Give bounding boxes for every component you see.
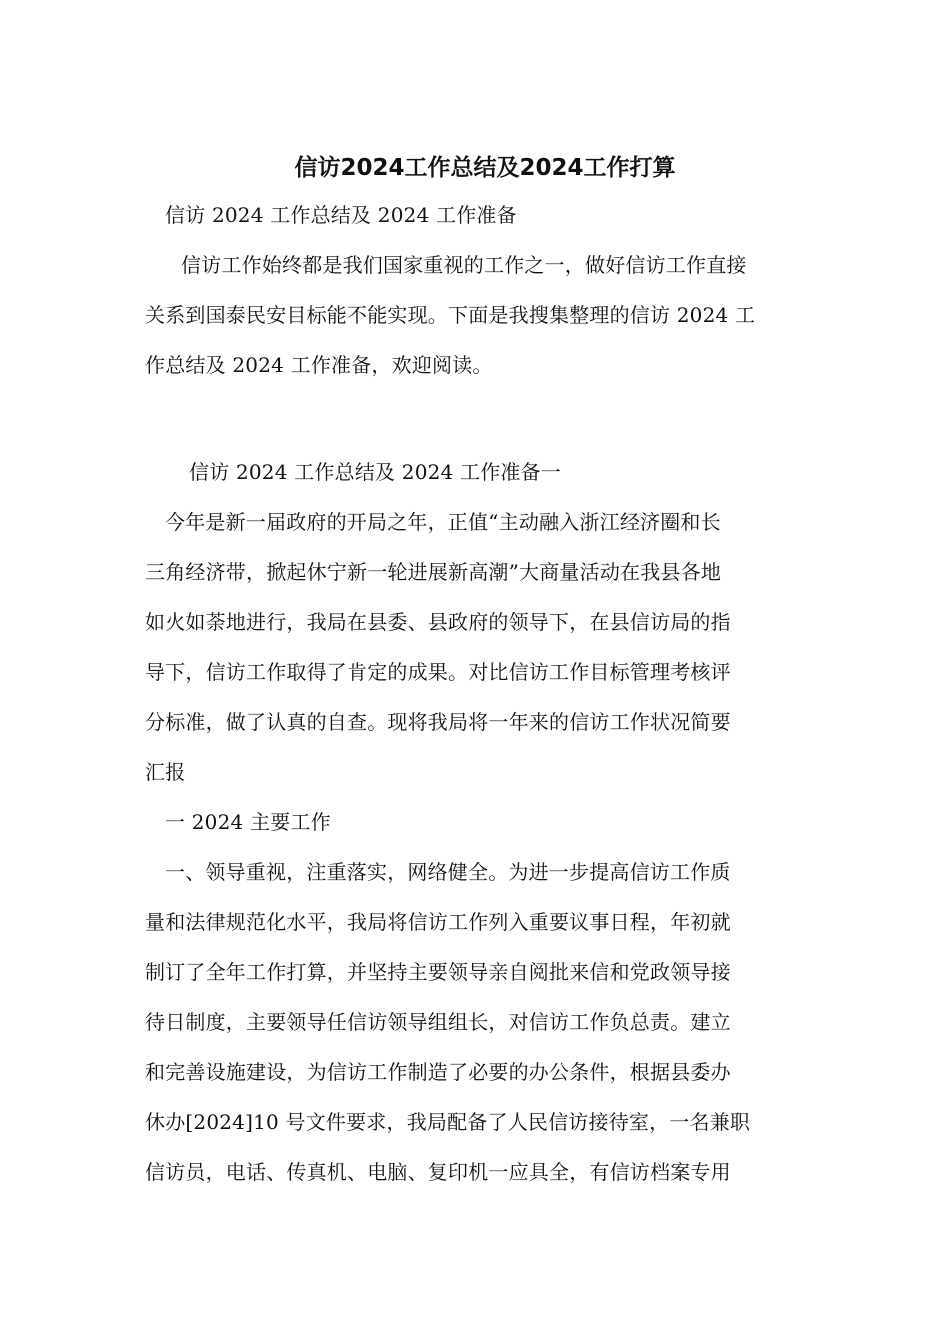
paragraph-line: 汇报 [145,760,186,784]
paragraph-line: 今年是新一届政府的开局之年，正值“主动融入浙江经济圈和长 [165,510,721,534]
sub-heading: 一 2024 主要工作 [165,810,331,834]
document-body [145,148,805,1197]
paragraph-spacer [145,390,805,447]
paragraph-line: 分标准，做了认真的自查。现将我局将一年来的信访工作状况简要 [145,710,731,734]
paragraph-line: 三角经济带，掀起休宁新一轮进展新高潮”大商量活动在我县各地 [145,560,722,584]
paragraph-line: 休办[2024]10 号文件要求，我局配备了人民信访接待室，一名兼职 [145,1110,751,1134]
paragraph-line: 一、领导重视，注重落实，网络健全。为进一步提高信访工作质 [165,860,731,884]
paragraph-line: 关系到国泰民安目标能不能实现。下面是我搜集整理的信访 2024 工 [145,303,756,327]
paragraph-line: 制订了全年工作打算，并坚持主要领导亲自阅批来信和党政领导接 [145,960,731,984]
section-heading: 信访 2024 工作总结及 2024 工作准备一 [189,460,562,484]
paragraph-line: 作总结及 2024 工作准备，欢迎阅读。 [145,353,493,377]
document-title: 信访2024工作总结及2024工作打算 [294,155,676,181]
paragraph-line: 导下，信访工作取得了肯定的成果。对比信访工作目标管理考核评 [145,660,731,684]
intro-paragraph [145,240,805,390]
paragraph-line: 待日制度，主要领导任信访领导组组长，对信访工作负总责。建立 [145,1010,731,1034]
body-paragraph-1 [145,497,805,797]
paragraph-line: 信访员，电话、传真机、电脑、复印机一应具全，有信访档案专用 [145,1160,731,1184]
document-subtitle: 信访 2024 工作总结及 2024 工作准备 [165,203,517,227]
paragraph-line: 如火如荼地进行，我局在县委、县政府的领导下，在县信访局的指 [145,610,731,634]
paragraph-line: 和完善设施建设，为信访工作制造了必要的办公条件，根据县委办 [145,1060,731,1084]
paragraph-line: 量和法律规范化水平，我局将信访工作列入重要议事日程，年初就 [145,910,731,934]
paragraph-line: 信访工作始终都是我们国家重视的工作之一，做好信访工作直接 [181,253,747,277]
body-paragraph-2 [145,847,805,1197]
